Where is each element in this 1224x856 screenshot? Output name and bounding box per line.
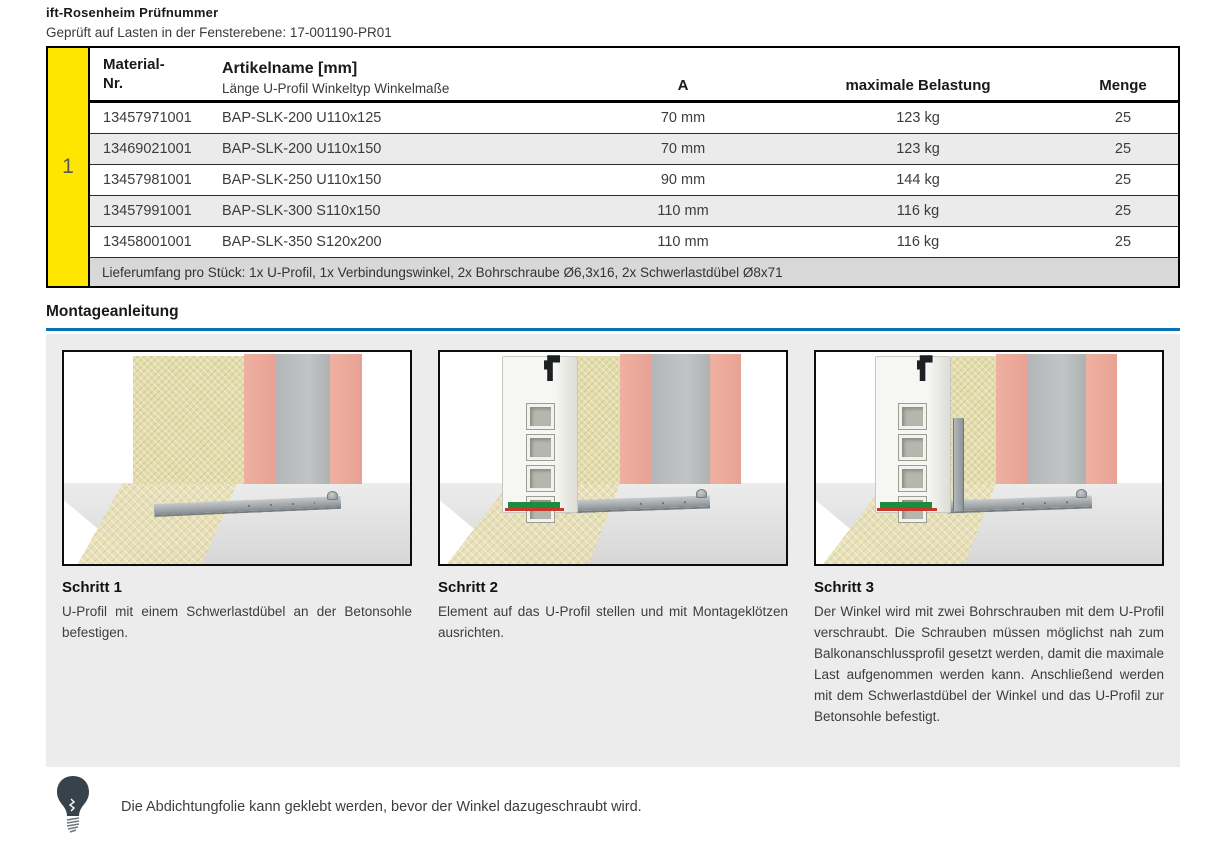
product-table <box>46 46 1180 288</box>
lightbulb-icon <box>55 775 91 838</box>
cell-material-nr: 13458001001 <box>103 234 192 250</box>
cell-a: 70 mm <box>660 141 706 157</box>
cell-qty: 25 <box>1114 203 1132 219</box>
cell-material-nr: 13457981001 <box>103 172 192 188</box>
section-heading-montageanleitung: Montageanleitung <box>46 303 179 320</box>
step-3-photo <box>814 350 1164 566</box>
table-row <box>90 134 1178 165</box>
element-top-section <box>876 357 950 397</box>
montage-shim-red <box>505 508 564 511</box>
table-footer-note: Lieferumfang pro Stück: 1x U-Profil, 1x Verbindungswinkel, 2x Bohrschraube Ø6,3x16, 2x Schwerlastdübel Ø8x71 <box>90 258 1178 286</box>
wall-stripe-pink <box>1086 354 1117 484</box>
column-header-max-load: maximale Belastung <box>845 77 991 94</box>
wall-stripe-pink <box>710 354 741 484</box>
wall-stripe-concrete <box>651 354 710 484</box>
cell-article: BAP-SLK-300 S110x150 <box>222 203 381 219</box>
cell-qty: 25 <box>1114 234 1132 250</box>
cell-a: 110 mm <box>657 203 709 219</box>
element-chamber <box>899 466 926 491</box>
table-row <box>90 165 1178 196</box>
cell-article: BAP-SLK-200 U110x125 <box>222 110 382 126</box>
cell-material-nr: 13457971001 <box>103 110 192 126</box>
column-header-material-line1: Material- <box>103 56 165 73</box>
cell-a: 90 mm <box>660 172 706 188</box>
element-chamber <box>899 435 926 460</box>
step-2-photo <box>438 350 788 566</box>
wall-stripe-pink <box>244 354 275 484</box>
cell-a: 70 mm <box>660 110 706 126</box>
cell-load: 123 kg <box>896 141 940 157</box>
wall-stripe-pink <box>620 354 651 484</box>
page-subtitle: Geprüft auf Lasten in der Fensterebene: 17-001190-PR01 <box>46 25 392 40</box>
step-column-1 <box>62 350 412 727</box>
column-header-artikelname-sub: Länge U-Profil Winkeltyp Winkelmaße <box>222 81 450 96</box>
product-table-main <box>90 48 1178 286</box>
tip-row <box>46 775 1180 838</box>
window-element <box>875 356 951 513</box>
cell-article: BAP-SLK-250 U110x150 <box>222 172 382 188</box>
wall-stripe-pink <box>996 354 1027 484</box>
step-title: Schritt 3 <box>814 579 875 596</box>
column-header-material-line2: Nr. <box>103 75 124 92</box>
table-group-index: 1 <box>48 48 90 286</box>
step-1-photo <box>62 350 412 566</box>
wall-stripe-pink <box>330 354 361 484</box>
column-header-menge: Menge <box>1099 77 1147 94</box>
wall-stripe-concrete <box>1027 354 1086 484</box>
cell-load: 116 kg <box>896 203 940 219</box>
step-title: Schritt 1 <box>62 579 123 596</box>
step-text: U-Profil mit einem Schwerlastdübel an der Betonsohle befestigen. <box>62 604 412 640</box>
cell-qty: 25 <box>1114 110 1132 126</box>
page-title: ift-Rosenheim Prüfnummer <box>46 5 219 20</box>
heavy-duty-dowel <box>696 489 707 498</box>
tip-text: Die Abdichtungfolie kann geklebt werden, bevor der Winkel dazugeschraubt wird. <box>121 798 642 815</box>
heavy-duty-dowel <box>327 491 338 500</box>
u-profile-holes <box>238 501 315 508</box>
step-column-2 <box>438 350 788 727</box>
table-header-row <box>90 48 1178 103</box>
step-title: Schritt 2 <box>438 579 499 596</box>
heavy-duty-dowel <box>1076 489 1087 498</box>
cell-article: BAP-SLK-350 S120x200 <box>222 234 382 250</box>
connection-bracket <box>953 418 964 511</box>
cell-load: 144 kg <box>896 172 940 188</box>
element-chamber <box>527 466 554 491</box>
table-row <box>90 103 1178 134</box>
table-row <box>90 227 1178 258</box>
cell-material-nr: 13457991001 <box>103 203 192 219</box>
cell-qty: 25 <box>1114 141 1132 157</box>
column-header-artikelname-title: Artikelname [mm] <box>222 60 358 77</box>
element-top-section <box>503 357 577 397</box>
cell-load: 116 kg <box>896 234 940 250</box>
table-row <box>90 196 1178 227</box>
column-header-material-nr <box>90 48 220 100</box>
step-text: Der Winkel wird mit zwei Bohrschrauben mit dem U-Profil verschraubt. Die Schrauben müssen möglichst nah zum Balkonanschlussprofil gesetzt werden, damit die maximale Last aufgenommen werden kann. Anschließend werden mit dem Schwerlastdübel der Winkel und das U-Profil zur Betonsohle befestigt. <box>814 604 1164 724</box>
montage-panel <box>46 334 1180 767</box>
cell-material-nr: 13469021001 <box>103 141 192 157</box>
window-element <box>502 356 578 513</box>
step-column-3 <box>814 350 1164 727</box>
column-header-a: A <box>677 77 689 94</box>
insulation-foil-wall <box>575 356 620 484</box>
column-header-artikelname <box>220 48 598 100</box>
cell-a: 110 mm <box>657 234 709 250</box>
montage-shim-red <box>877 508 936 511</box>
element-chamber <box>527 404 554 429</box>
u-profile-holes <box>1013 500 1073 506</box>
u-profile-holes <box>630 500 690 506</box>
element-chamber <box>527 435 554 460</box>
blue-divider <box>46 328 1180 331</box>
insulation-foil-wall <box>133 356 244 484</box>
cell-article: BAP-SLK-200 U110x150 <box>222 141 382 157</box>
element-chamber <box>899 404 926 429</box>
step-text: Element auf das U-Profil stellen und mit Montageklötzen ausrichten. <box>438 604 788 640</box>
cell-qty: 25 <box>1114 172 1132 188</box>
wall-stripe-concrete <box>275 354 330 484</box>
cell-load: 123 kg <box>896 110 940 126</box>
